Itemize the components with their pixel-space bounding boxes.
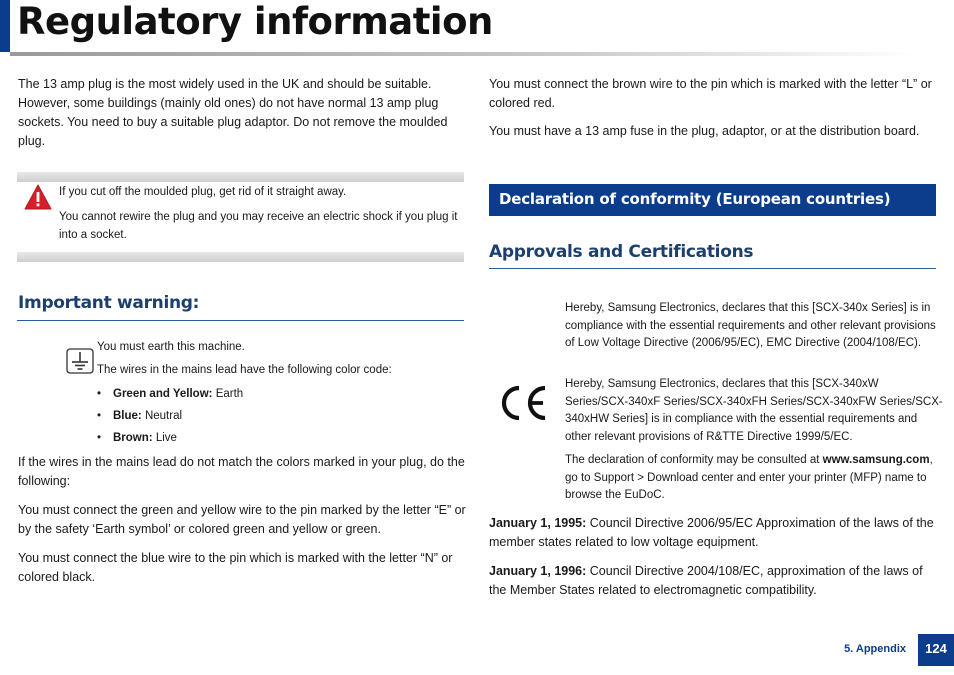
bullet-value: Live xyxy=(155,432,177,444)
important-warning-heading: Important warning: xyxy=(18,293,200,313)
warning-box-top-band xyxy=(17,172,464,182)
list-item: • Blue: Neutral xyxy=(97,410,183,422)
declaration-paragraph-3 xyxy=(565,452,945,505)
declaration-paragraph-2: Hereby, Samsung Electronics, declares that this [SCX-340xW Series/SCX-340xF Series/SCX-340xFH Series/SCX-340xFW Series/SCX-340xHW Series] is in compliance with the essential requirements and other relevant provisions of R&TTE Directive 1999/5/EC. xyxy=(565,378,943,443)
declaration-section-header xyxy=(489,184,936,216)
warning-triangle-icon xyxy=(24,184,52,210)
header-accent-bar xyxy=(0,0,10,52)
warning-line-2: You cannot rewire the plug and you may receive an electric shock if you plug it into a socket. xyxy=(59,211,458,241)
color-code-list xyxy=(97,383,457,449)
page-title: Regulatory information xyxy=(17,0,493,43)
mismatch-paragraph: If the wires in the mains lead do not match the colors marked in your plug, do the following: xyxy=(18,455,465,488)
page-number: 124 xyxy=(918,634,954,666)
directive-text: Council Directive 2006/95/EC Approximation of the laws of the member states related to low voltage equipment. xyxy=(489,516,934,549)
declaration-text-pre: The declaration of conformity may be consulted at xyxy=(565,454,820,466)
approvals-heading: Approvals and Certifications xyxy=(489,242,754,262)
directive-1995-paragraph xyxy=(489,514,939,552)
bullet-label: Blue: xyxy=(113,410,142,422)
fuse-paragraph: You must have a 13 amp fuse in the plug, adaptor, or at the distribution board. xyxy=(489,124,920,138)
footer-section-label: 5. Appendix xyxy=(844,643,906,655)
approvals-rule xyxy=(489,268,936,269)
declaration-text-post: , go to Support > Download center and enter your printer (MFP) name to browse the EuDoC. xyxy=(565,454,933,501)
important-warning-rule xyxy=(17,320,464,321)
ce-mark-icon xyxy=(498,383,550,423)
declaration-header-text: Declaration of conformity (European countries) xyxy=(499,190,891,208)
earth-line-1: You must earth this machine. xyxy=(97,341,245,353)
samsung-link[interactable]: www.samsung.com xyxy=(822,454,930,466)
list-item: • Green and Yellow: Earth xyxy=(97,388,244,400)
declaration-paragraph-1: Hereby, Samsung Electronics, declares that this [SCX-340x Series] is in compliance with the essential requirements and other relevant provisions of Low Voltage Directive (2006/95/EC), EMC Directive (2004/108/EC). xyxy=(565,302,936,349)
directive-text: Council Directive 2004/108/EC, approximation of the laws of the Member States related to electromagnetic compatibility. xyxy=(489,564,923,597)
warning-line-1: If you cut off the moulded plug, get rid of it straight away. xyxy=(59,186,347,198)
date-label: January 1, 1996: xyxy=(489,564,587,578)
bullet-value: Neutral xyxy=(144,410,183,422)
date-label: January 1, 1995: xyxy=(489,516,587,530)
bullet-label: Green and Yellow: xyxy=(113,388,213,400)
intro-paragraph: The 13 amp plug is the most widely used in the UK and should be suitable. However, some buildings (mainly old ones) do not have normal 13 amp plug sockets. You need to buy a suitable plug adaptor. Do not remove the moulded plug. xyxy=(18,77,448,148)
bullet-label: Brown: xyxy=(113,432,153,444)
warning-box-bottom-band xyxy=(17,252,464,262)
blue-wire-paragraph: You must connect the blue wire to the pin which is marked with the letter “N” or colored black. xyxy=(18,551,453,584)
earth-ground-icon xyxy=(66,348,94,374)
bullet-value: Earth xyxy=(215,388,244,400)
directive-1996-paragraph xyxy=(489,562,939,600)
brown-wire-paragraph: You must connect the brown wire to the pin which is marked with the letter “L” or colored red. xyxy=(489,77,932,110)
list-item: • Brown: Live xyxy=(97,432,177,444)
green-wire-paragraph: You must connect the green and yellow wire to the pin marked by the letter “E” or by the safety ‘Earth symbol’ or colored green and yellow or green. xyxy=(18,503,466,536)
earth-line-2: The wires in the mains lead have the following color code: xyxy=(97,364,392,376)
title-underline xyxy=(10,52,915,56)
